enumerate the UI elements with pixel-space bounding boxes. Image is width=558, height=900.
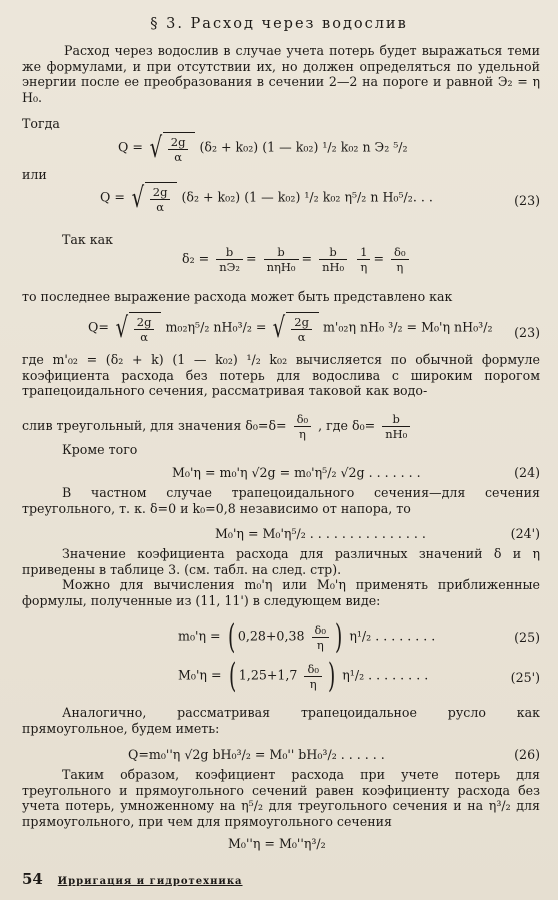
- eq7-lhs: m₀'η =: [178, 628, 221, 644]
- page-footer: [22, 870, 243, 888]
- eq2-numerator: 2g: [150, 185, 171, 200]
- paragraph-triangular: [22, 412, 413, 441]
- equation-1: [118, 132, 408, 164]
- eq3-frac4-num: 1: [357, 245, 370, 260]
- eq3-frac2-den: nηH₀: [266, 260, 296, 274]
- word-ili: или: [22, 167, 47, 182]
- para4-frac2-num: b: [382, 412, 410, 427]
- eq4-denominator: α: [140, 330, 148, 344]
- eq3-frac5-num: δ₀: [391, 245, 409, 260]
- eq7-frac-num: δ₀: [312, 623, 330, 638]
- book-title: Ирригация и гидротехника: [57, 876, 243, 887]
- equation-2: [100, 182, 433, 214]
- equation-9: Q=m₀''η √2g bH₀³/₂ = M₀'' bH₀³/₂ . . . . . .: [128, 747, 385, 762]
- eq2-number: (23): [514, 193, 540, 208]
- right-paren-icon: ): [327, 656, 336, 696]
- left-paren-icon: (: [228, 656, 236, 696]
- eq5-number: (24): [514, 465, 540, 480]
- eq3-lhs: δ₂ =: [182, 251, 210, 266]
- eq3-frac1-num: b: [216, 245, 243, 260]
- eq3-frac1-den: nЭ₂: [219, 260, 241, 274]
- eq4-right: m'₀₂η nH₀ ³/₂ = M₀'η nH₀³/₂: [322, 319, 493, 335]
- eq1-numerator: 2g: [168, 135, 189, 150]
- eq1-lhs: Q =: [118, 139, 143, 155]
- paragraph-approx: Можно для вычисления m₀'η или M₀'η применять приближенные формулы, полученные из (11, 11') в следующем виде:: [22, 577, 540, 608]
- eq4-middle: m₀₂η⁵/₂ nH₀³/₂ =: [165, 319, 267, 335]
- para4-text-a: слив треугольный, для значения δ₀=δ=: [22, 418, 287, 433]
- para4-frac1-den: η: [298, 427, 306, 441]
- radical-sign-icon: √: [149, 131, 163, 164]
- paragraph-triangle-case: В частном случае трапецоидального сечения—для сечения треугольного, т. к. δ=0 и k₀=0,8 независимо от напора, то: [22, 485, 540, 516]
- eq3-frac4-den: η: [360, 260, 368, 274]
- eq7-frac-den: η: [316, 637, 324, 652]
- left-paren-icon: (: [227, 617, 235, 657]
- equation-7: [178, 617, 436, 657]
- equation-3: δ₂ = $\frac{b}{\text{nЭ₂}}$ = $\frac{b}{\text{nηH₀}}$ = $\frac{b}{\text{nH₀}}$ $\frac{1}{\eta}$ = $\frac{\text{δ₀}}{\eta}$: [182, 245, 412, 274]
- para4-frac1-num: δ₀: [294, 412, 312, 427]
- eq8-frac-num: δ₀: [304, 662, 322, 677]
- eq9-number: (26): [514, 747, 540, 762]
- eq6-number: (24'): [510, 526, 540, 541]
- equation-6: M₀'η = M₀'η⁵/₂ . . . . . . . . . . . . . . .: [215, 526, 426, 541]
- eq7-number: (25): [514, 630, 540, 645]
- radical-sign-icon: √: [131, 181, 145, 214]
- equation-10: M₀''η = M₀''η³/₂: [228, 836, 326, 851]
- para4-frac2-den: nH₀: [385, 427, 408, 441]
- eq2-denominator: α: [156, 200, 164, 214]
- word-tak-kak: Так как: [62, 232, 114, 247]
- word-krome-togo: Кроме того: [62, 442, 138, 457]
- radical-sign-icon: √: [115, 311, 129, 344]
- eq4-lhs: Q=: [88, 319, 109, 335]
- paragraph-table-ref: Значение коэфициента расхода для различных значений δ и η приведены в таблице 3. (см. табл. на след. стр).: [22, 546, 540, 577]
- eq8-lhs: M₀'η =: [178, 667, 222, 683]
- eq2-rhs: (δ₂ + k₀₂) (1 — k₀₂) ¹/₂ k₀₂ η⁵/₂ n H₀⁵/₂. . .: [181, 189, 433, 205]
- eq8-inner: 1,25+1,7: [238, 667, 298, 683]
- eq3-frac3-num: b: [319, 245, 347, 260]
- section-title: § 3. Расход через водослив: [150, 16, 408, 32]
- eq4-number: (23): [514, 325, 540, 340]
- eq4-numerator: 2g: [134, 315, 155, 330]
- eq3-frac3-den: nH₀: [322, 260, 345, 274]
- eq7-tail: η¹/₂ . . . . . . . .: [349, 628, 436, 644]
- eq2-lhs: Q =: [100, 189, 125, 205]
- eq7-inner: 0,28+0,38: [237, 628, 305, 644]
- eq3-frac5-den: η: [396, 260, 404, 274]
- equation-5: M₀'η = m₀'η √2g = m₀'η⁵/₂ √2g . . . . . . .: [172, 465, 421, 480]
- eq4-denominator-2: α: [297, 330, 306, 344]
- paragraph-conclusion: Таким образом, коэфициент расхода при учете потерь для треугольного и прямоугольного сечений равен коэфициенту расхода без учета потерь, умноженному на η⁵/₂ для треугольного сечения и на η³/₂ для прямоугольного, при чем для прямоугольного сечения: [22, 767, 540, 829]
- radical-sign-icon: √: [273, 311, 286, 344]
- eq8-number: (25'): [510, 670, 540, 685]
- eq8-tail: η¹/₂ . . . . . . . .: [342, 667, 429, 683]
- eq1-denominator: α: [174, 150, 182, 164]
- equation-8: [178, 656, 429, 696]
- para4-text-b: , где δ₀=: [318, 418, 376, 433]
- eq3-frac2-num: b: [264, 245, 299, 260]
- paragraph-analog: Аналогично, рассматривая трапецоидальное русло как прямоугольное, будем иметь:: [22, 705, 540, 736]
- eq8-frac-den: η: [309, 676, 317, 691]
- right-paren-icon: ): [335, 617, 343, 657]
- equation-4: [88, 312, 493, 344]
- paragraph-expression: то последнее выражение расхода может быть представлено как: [22, 289, 453, 304]
- paragraph-intro: Расход через водослив в случае учета потерь будет выражаться теми же формулами, и при отсутствии их, но должен определяться по удельной энергии после ее преобразования в сечении 2—2 на пороге и равной Э₂ = η H₀.: [22, 43, 540, 105]
- page-number: 54: [22, 870, 43, 888]
- word-togda: Тогда: [22, 116, 60, 131]
- eq1-rhs: (δ₂ + k₀₂) (1 — k₀₂) ¹/₂ k₀₂ n Э₂ ⁵/₂: [199, 139, 408, 155]
- eq4-numerator-2: 2g: [291, 315, 312, 330]
- paragraph-where: где m'₀₂ = (δ₂ + k) (1 — k₀₂) ¹/₂ k₀₂ вычисляется по обычной формуле коэфициента расхода без потерь для водослива с широким порогом трапецоидального сечения, рассматривая таковой как водо-: [22, 352, 540, 399]
